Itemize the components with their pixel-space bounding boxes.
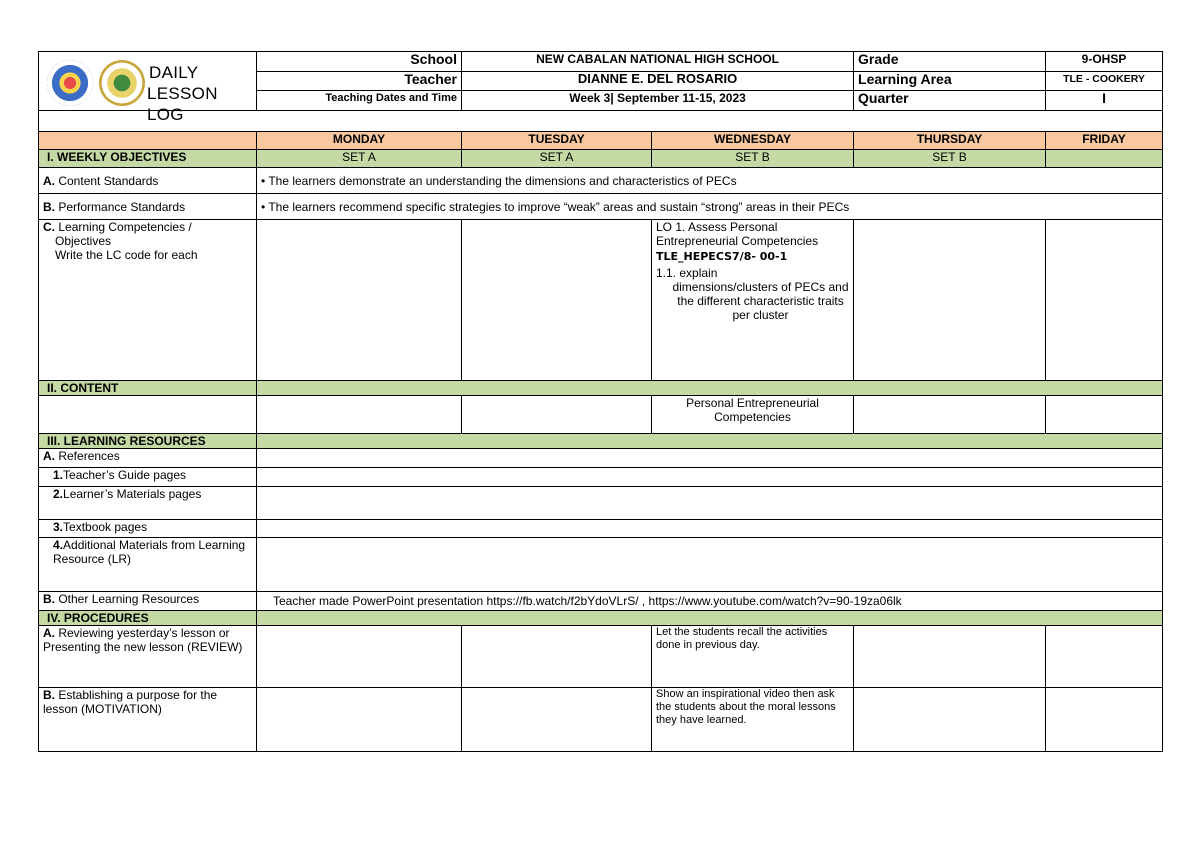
title-line-2: LESSON LOG [147, 84, 218, 124]
additional-materials-row [39, 538, 1163, 592]
section-procedures: IV. PROCEDURES [39, 611, 257, 626]
other-resources-text: Teacher made PowerPoint presentation https://fb.watch/f2bYdoVLrS/ , https://www.youtube.com/watch?v=90-19za06lk [257, 592, 1163, 611]
competencies-row [39, 220, 1163, 381]
content-wednesday: Personal Entrepreneurial Competencies [652, 396, 854, 434]
motivation-wednesday: Show an inspirational video then ask the students about the moral lessons they have learned. [652, 688, 854, 752]
references-row [39, 449, 1163, 468]
dates-value: Week 3| September 11-15, 2023 [462, 91, 854, 111]
textbook-label: 3.Textbook pages [39, 520, 257, 538]
content-row [39, 396, 1163, 434]
teachers-guide-label: 1.Teacher’s Guide pages [39, 468, 257, 487]
day-header-row [39, 132, 1163, 150]
day-monday: MONDAY [257, 132, 462, 150]
school-label: School [257, 52, 462, 72]
content-section-row [39, 381, 1163, 396]
content-standards-label: A. Content Standards [39, 168, 257, 194]
set-wednesday: SET B [652, 150, 854, 168]
other-resources-row [39, 592, 1163, 611]
teacher-label: Teacher [257, 71, 462, 91]
learners-materials-row [39, 487, 1163, 520]
objectives-section-row [39, 150, 1163, 168]
motivation-row [39, 688, 1163, 752]
quarter-label: Quarter [854, 91, 1046, 111]
set-thursday: SET B [854, 150, 1046, 168]
resources-section-row [39, 434, 1163, 449]
teachers-guide-row [39, 468, 1163, 487]
content-standards-text: • The learners demonstrate an understanding the dimensions and characteristics of PECs [257, 168, 1163, 194]
learners-materials-label: 2.Learner’s Materials pages [39, 487, 257, 520]
header-logo-cell [39, 52, 257, 124]
performance-standards-text: • The learners recommend specific strategies to improve “weak” areas and sustain “strong” areas in their PECs [257, 194, 1163, 220]
other-resources-label: B. Other Learning Resources [39, 592, 257, 611]
additional-materials-label: 4.Additional Materials from Learning Resource (LR) [39, 538, 257, 592]
review-row [39, 626, 1163, 688]
document-title [147, 62, 256, 125]
set-tuesday: SET A [462, 150, 652, 168]
learning-area-value: TLE - COOKERY [1046, 71, 1163, 91]
references-label: A. References [39, 449, 257, 468]
set-friday [1046, 150, 1163, 168]
title-line-1: DAILY [149, 63, 199, 82]
school-seal-icon [99, 60, 145, 106]
procedures-section-row [39, 611, 1163, 626]
textbook-row [39, 520, 1163, 538]
grade-value: 9-OHSP [1046, 52, 1163, 72]
section-weekly-objectives: I. WEEKLY OBJECTIVES [39, 150, 257, 168]
content-standards-row [39, 168, 1163, 194]
competencies-wednesday: LO 1. Assess Personal Entrepreneurial Competencies TLE_HEPECS7/8- 00-1 1.1. explain dimensions/clusters of PECs and the different characteristic traits per cluster [652, 220, 854, 381]
section-learning-resources: III. LEARNING RESOURCES [39, 434, 257, 449]
performance-standards-row [39, 194, 1163, 220]
teacher-value: DIANNE E. DEL ROSARIO [462, 71, 854, 91]
daily-lesson-log-table [38, 51, 1163, 752]
school-value: NEW CABALAN NATIONAL HIGH SCHOOL [462, 52, 854, 72]
day-tuesday: TUESDAY [462, 132, 652, 150]
performance-standards-label: B. Performance Standards [39, 194, 257, 220]
set-monday: SET A [257, 150, 462, 168]
section-content: II. CONTENT [39, 381, 257, 396]
dates-label: Teaching Dates and Time [257, 91, 462, 111]
grade-label: Grade [854, 52, 1046, 72]
learning-area-label: Learning Area [854, 71, 1046, 91]
day-wednesday: WEDNESDAY [652, 132, 854, 150]
competencies-label: C. Learning Competencies / Objectives Write the LC code for each [39, 220, 257, 381]
review-label: A. Reviewing yesterday’s lesson or Presenting the new lesson (REVIEW) [39, 626, 257, 688]
day-thursday: THURSDAY [854, 132, 1046, 150]
deped-seal-icon [47, 60, 93, 106]
quarter-value: I [1046, 91, 1163, 111]
day-friday: FRIDAY [1046, 132, 1163, 150]
motivation-label: B. Establishing a purpose for the lesson (MOTIVATION) [39, 688, 257, 752]
review-wednesday: Let the students recall the activities done in previous day. [652, 626, 854, 688]
